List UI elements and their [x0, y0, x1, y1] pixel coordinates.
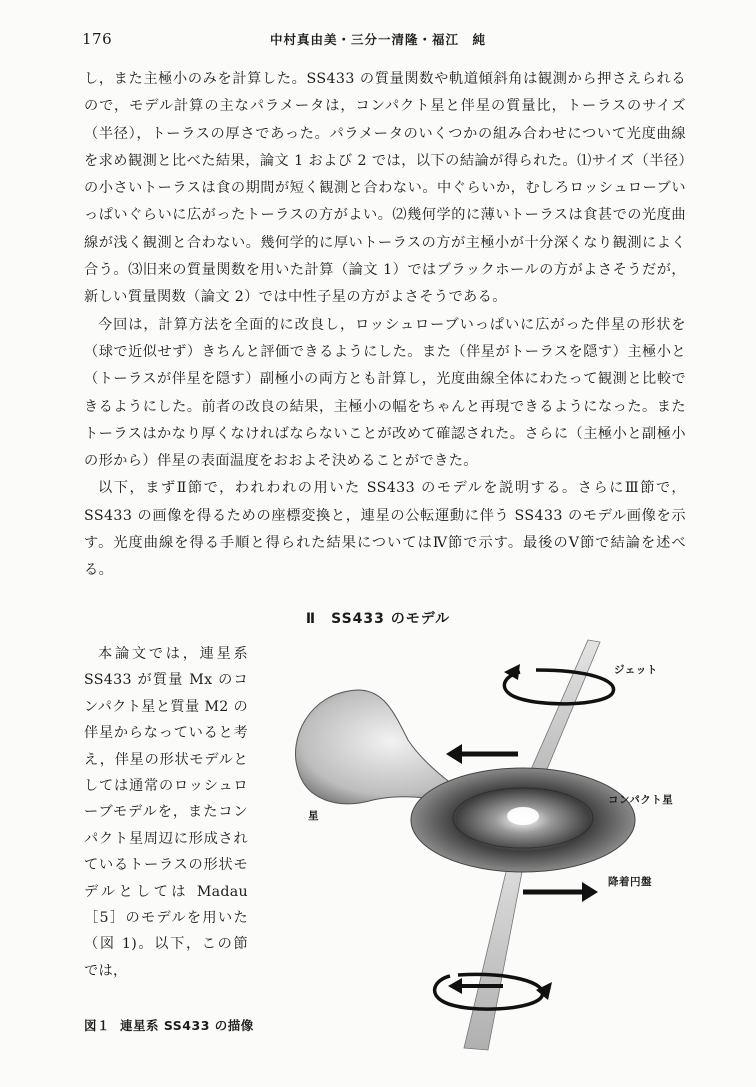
column-text [84, 641, 248, 984]
page-number: 176 [82, 30, 113, 48]
page-header [0, 30, 756, 52]
label-star: 星 [308, 810, 319, 822]
upper-left-arrowhead [446, 744, 462, 764]
upper-rotation-ring [504, 670, 613, 704]
paragraph-model-intro: 本論文では，連星系 SS433 が質量 Mx のコンパクト星と質量 M2 の伴星からなっていると考え，伴星の形状モデルとしては通常のロッシュローブモデルを，またコンパクト星周辺に形成されているトーラスの形状モデルとしては Madau ［5］のモデルを用いた（図 1)。以下，この節では， [84, 646, 248, 979]
label-jet: ジェット [614, 664, 658, 676]
running-head-authors: 中村真由美・三分一清隆・福江 純 [269, 32, 486, 47]
label-compact-star: コンパクト星 [608, 794, 674, 806]
disk-right-arrowhead [582, 882, 598, 902]
figure-1 [268, 630, 698, 1060]
paragraph-continued: し，また主極小のみを計算した。SS433 の質量関数や軌道傾斜角は観測から押さえられるので，モデル計算の主なパラメータは，コンパクト星と伴星の質量比，トーラスのサイズ（半径），トーラスの厚さであった。パラメータのいくつかの組み合わせについて光度曲線を求め観測と比べた結果，論文 1 および 2 では，以下の結論が得られた。⑴サイズ（半径）の小さいトーラスは食の期間が短く観測と合わない。中ぐらいか，むしろロッシュローブいっぱいぐらいに広がったトーラスの方がよい。⑵幾何学的に薄いトーラスは食甚での光度曲線が浅く観測と合わない。幾何学的に厚いトーラスの方が主極小が十分深くなり観測によく合う。⑶旧来の質量関数を用いた計算（論文 1）ではブラックホールの方がよさそうだが，新しい質量関数（論文 2）では中性子星の方がよさそうである。 [84, 71, 686, 306]
figure-caption [84, 1016, 254, 1034]
compact-star-glow [507, 807, 539, 825]
paragraph-improvements: 今回は，計算方法を全面的に改良し，ロッシュローブいっぱいに広がった伴星の形状を（球で近似せず）きちんと評価できるようにした。また（伴星がトーラスを隠す）主極小と（トーラスが伴星を隠す）副極小の両方とも計算し，光度曲線全体にわたって観測と比較できるようにした。前者の改良の結果，主極小の幅をちゃんと再現できるようになった。またトーラスはかなり厚くなければならないことが改めて確認された。さらに（主極小と副極小の形から）伴星の表面温度をおおよそ決めることができた。 [84, 316, 686, 470]
section-heading: Ⅱ SS433 のモデル [305, 611, 451, 627]
caption-number: 図１ [84, 1018, 111, 1033]
lower-left-arrowhead [448, 978, 462, 994]
paragraph-outline: 以下，まずⅡ節で，われわれの用いた SS433 のモデルを説明する。さらにⅢ節で，SS433 の画像を得るための座標変換と，連星の公転運動に伴う SS433 のモデル画像を示す。光度曲線を得る手順と得られた結果についてはⅣ節で示す。最後のⅤ節で結論を述べる。 [84, 480, 686, 579]
label-accretion-disk: 降着円盤 [608, 876, 652, 888]
caption-text: 連星系 SS433 の描像 [120, 1018, 254, 1033]
body-text [84, 66, 686, 585]
ss433-illustration [268, 630, 698, 1060]
